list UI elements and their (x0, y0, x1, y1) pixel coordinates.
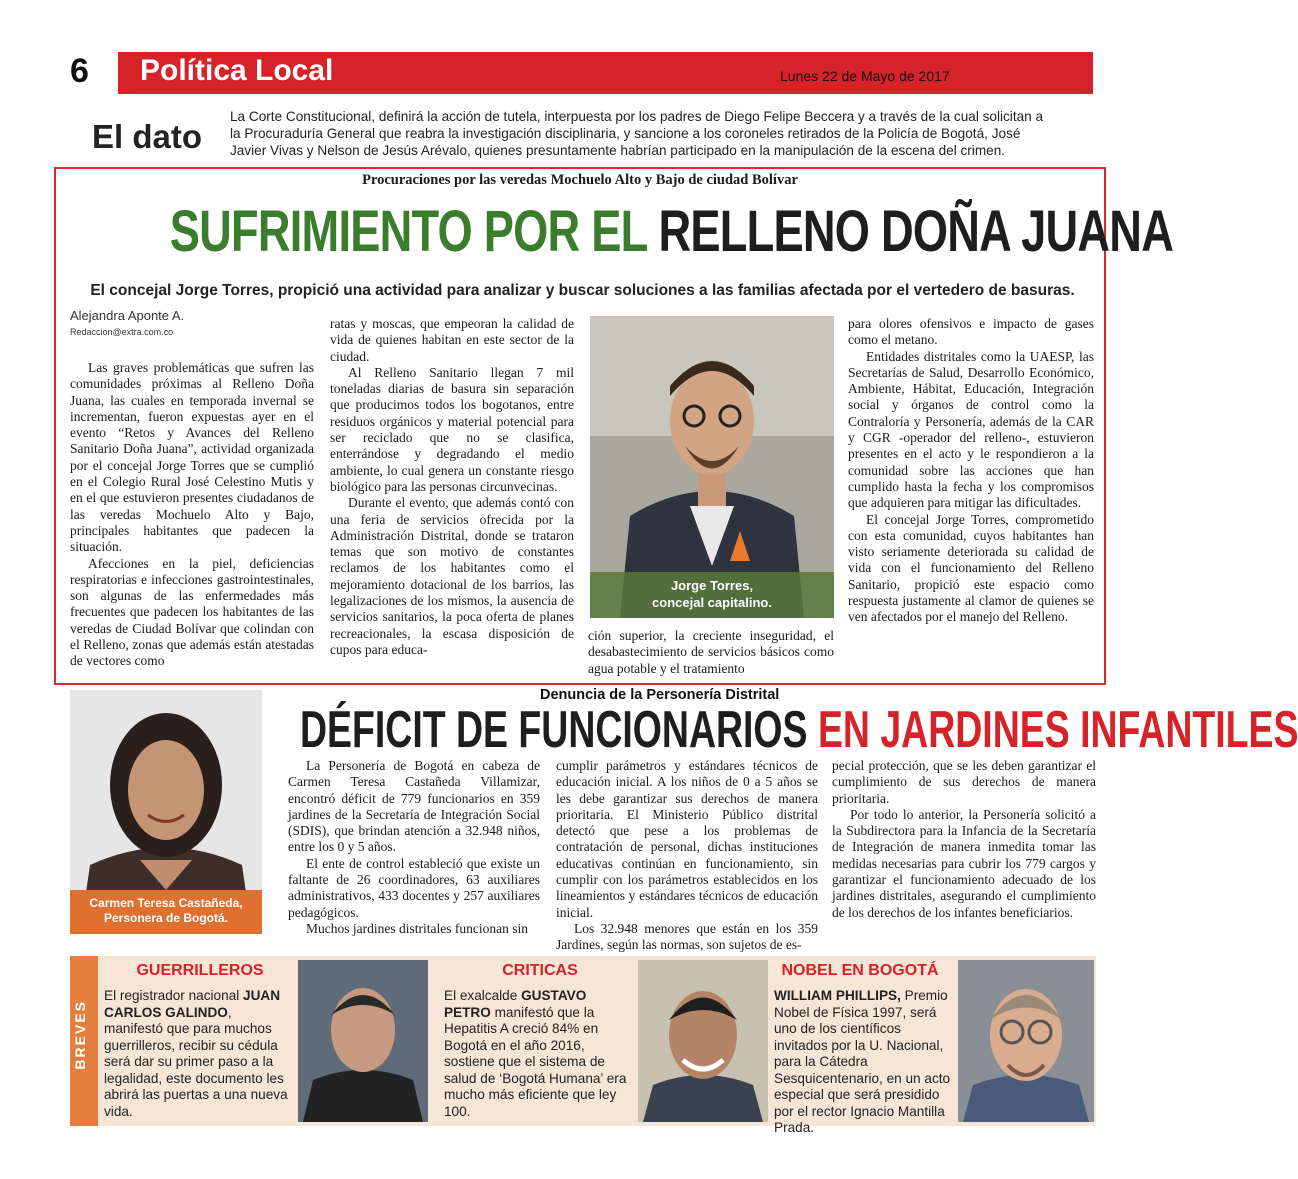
author-email: Redaccion@extra.com.co (70, 327, 174, 337)
headline-green-part: SUFRIMIENTO POR EL (169, 199, 647, 264)
article-column-2 (330, 316, 574, 658)
breve-name: JUAN CARLOS GALINDO (104, 988, 281, 1020)
breves-label: BREVES (72, 1000, 88, 1070)
paragraph: El ente de control estableció que existe un faltante de 26 coordinadores, 63 auxiliares administrativos, 433 docentes y 257 auxiliares pedagógicos. (288, 855, 540, 920)
breve-heading: GUERRILLEROS (136, 962, 264, 979)
newspaper-logo: EXTRA (970, 58, 1067, 87)
breve-text-post: manifestó que la Hepatitis A creció 84% en Bogotá en el año 2016, sostiene que el sistema de salud de ‘Bogotá Humana’ era mucho más eficiente que ley 100. (444, 1004, 627, 1119)
headline-dark-part: RELLENO DOÑA JUANA (658, 199, 1174, 264)
paragraph: para olores ofensivos e impacto de gases como el metano. (848, 316, 1094, 348)
headline-red-part: EN JARDINES INFANTILES (817, 701, 1298, 759)
caption-line: Jorge Torres, (670, 578, 754, 593)
el-dato-text: La Corte Constitucional, definirá la acción de tutela, interpuesta por los padres de Diego Felipe Beccera y a través de la cual solicitan a la Procuraduría General que reabra la investigación disciplinaria, y sancione a los coroneles retirados de la Policía de Bogotá, José Javier Vivas y Nelson de Jesús Arévalo, quienes presuntamente habrían participado en la manipulación de la escena del crimen. (230, 109, 1044, 158)
paragraph: Entidades distritales como la UAESP, las Secretarías de Salud, Desarrollo Económico, Ambiente, Hábitat, Educación, Integración social y órganos de control como la Contraloría y Personería, además de la CAR y CGR -operador del relleno-, estuvieron presentes en el acto y le respondieron a la comunidad sobre las acciones que han cumplido hasta la fecha y los compromisos que adquieren para mitigar las dificultades. (848, 348, 1094, 511)
article-column-1 (70, 360, 314, 670)
breve-text-post: Premio Nobel de Física 1997, será uno de los científicos invitados por la U. Nacional, para la Cátedra Sesquicentenario, en un acto especial que será presidido por el rector Ignacio Mantilla Prada. (774, 988, 951, 1135)
section-title: Política Local (140, 54, 334, 87)
caption-line: concejal capitalino. (652, 595, 772, 610)
article-headline (169, 195, 1174, 269)
page-number: 6 (70, 52, 89, 90)
article-column-4 (848, 316, 1094, 626)
headline-dark-part: DÉFICIT DE FUNCIONARIOS (300, 701, 808, 759)
paragraph: pecial protección, que se les deben garantizar el cumplimiento de sus derechos de manera prioritaria. (832, 758, 1096, 806)
paragraph: Muchos jardines distritales funcionan sin (306, 920, 528, 936)
photo-caption (70, 890, 262, 934)
issue-date: Lunes 22 de Mayo de 2017 (780, 68, 950, 84)
paragraph: Los 32.948 menores que están en los 359 Jardines, según las normas, son sujetos de es- (556, 920, 818, 953)
paragraph: ratas y moscas, que empeoran la calidad de vida de quienes habitan en este sector de la ciudad. (330, 316, 574, 364)
paragraph: ción superior, la creciente inseguridad, el desabastecimiento de servicios básicos como agua potable y el tratamiento (588, 628, 834, 676)
paragraph: Al Relleno Sanitario llegan 7 mil toneladas diarias de basura sin separación que producimos todos los bogotanos, entre residuos orgánicos y material potencial para ser reciclado que no se clasifica, enterrándose y degradando el medio ambiente, lo cual genera un constante riesgo biológico para las personas circunvecinas. (330, 364, 574, 494)
juan-carlos-galindo-photo (298, 960, 428, 1122)
article-kicker: Procuraciones por las veredas Mochuelo Alto y Bajo de ciudad Bolívar (362, 172, 798, 188)
caption-line: Personera de Bogotá. (103, 911, 229, 925)
paragraph: Durante el evento, que además contó con una feria de servicios ofrecida por la Administración Distrital, donde se trataron temas que son motivo de constantes reclamos de los habitantes como el mejoramiento dotacional de los barrios, las legalizaciones de los mismos, la ausencia de servicios sanitarios, la poca oferta de planes recreacionales, la escasa disposición de cupos para educa- (330, 495, 574, 657)
breve-text (104, 988, 294, 1120)
photo-caption (590, 572, 834, 618)
paragraph: Por todo lo anterior, la Personería solicitó a la Subdirectora para la Infancia de la Secretaría de Integración de manera inmedita tomar las medidas necesarias para cubrir los 779 cargos y garantizar el funcionamiento adecuado de los jardines distritales, asegurando el cumplimiento de los derechos de los infantes beneficiarios. (832, 806, 1096, 920)
gustavo-petro-photo (638, 960, 768, 1122)
article-kicker: Denuncia de la Personería Distrital (540, 687, 780, 703)
paragraph: cumplir parámetros y estándares técnicos de educación inicial. A los niños de 0 a 5 años se les debe garantizar sus derechos de manera prioritaria. El Ministerio Público distrital detectó que pese a los problemas de contratación de personal, dichas instituciones educativas continúan en funcionamiento, sin cumplir con los parámetros establecidos en los lineamientos y estándares técnicos de educación inicial. (556, 758, 818, 920)
paragraph: La Personería de Bogotá en cabeza de Carmen Teresa Castañeda Villamizar, encontró déficit de 779 funcionarios en 359 jardines de la Secretaría de Integración Social (SDIS), que brindan atención a 32.948 niños, entre los 0 y 5 años. (288, 758, 540, 855)
breve-text-pre: El exalcalde (444, 988, 522, 1003)
breve-text-post: , manifestó que para muchos guerrilleros, recibir su cédula será dar su primer paso a la legalidad, este documento les abrirá las puertas a una nueva vida. (104, 1004, 288, 1119)
article-column-1 (288, 758, 540, 937)
breve-heading: NOBEL EN BOGOTÁ (781, 962, 939, 979)
article-column-2 (556, 758, 818, 954)
paragraph: Las graves problemáticas que sufren las comunidades próximas al Relleno Doña Juana, las cuales en temporada invernal se incrementan, fueron expuestas ayer en el evento “Retos y Avances del Relleno Sanitario Doña Juana”, actividad organizada por el concejal Jorge Torres que se cumplió en el Colegio Rural José Celestino Mutis y en el que estuvieron presentes ciudadanos de las veredas Mochuelo Alto y Bajo, principales habitantes que padecen la situación. (70, 360, 314, 555)
article-column-3 (588, 628, 834, 677)
paragraph: Afecciones en la piel, deficiencias respiratorias e infecciones gastrointestinales, son algunas de las enfermedades más frecuentes que padecen los habitantes de las veredas de Ciudad Bolívar que colindan con el Relleno, zonas que además están atestadas de vectores como (70, 555, 314, 669)
william-phillips-photo (958, 960, 1094, 1122)
article-headline (300, 698, 1298, 762)
breve-name: GUSTAVO PETRO (444, 988, 587, 1020)
breve-text (444, 988, 636, 1120)
breve-text (774, 988, 956, 1137)
breve-heading: CRITICAS (502, 962, 578, 979)
article-deck: El concejal Jorge Torres, propició una actividad para analizar y buscar soluciones a las familias afectada por el vertedero de basuras. (90, 282, 1075, 299)
breve-name: WILLIAM PHILLIPS, (774, 988, 901, 1003)
caption-line: Carmen Teresa Castañeda, (89, 896, 243, 910)
el-dato-title: El dato (92, 118, 203, 155)
byline: Alejandra Aponte A. (70, 308, 185, 323)
breve-text-pre: El registrador nacional (104, 988, 244, 1003)
article-column-3 (832, 758, 1096, 921)
paragraph: El concejal Jorge Torres, comprometido con esta comunidad, cuyos habitantes han visto seriamente deteriorada su calidad de vida con el funcionamiento del Relleno Sanitario, propició este espacio como respuesta justamente al clamor de quienes se ven afectados por el manejo del Relleno. (848, 511, 1094, 625)
